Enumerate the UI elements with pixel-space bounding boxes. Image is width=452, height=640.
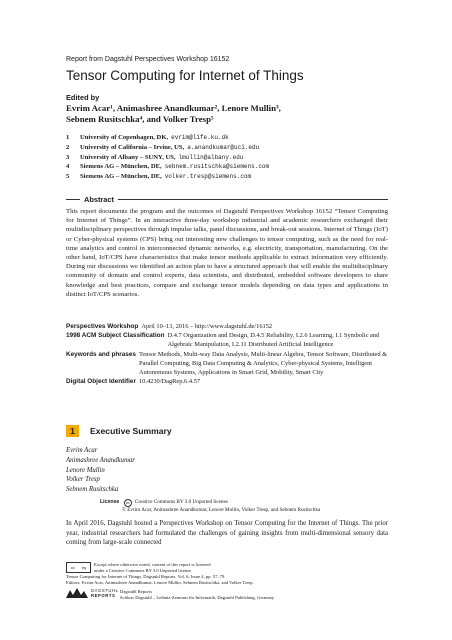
publisher-info (120, 589, 274, 601)
license-copyright: © Evrim Acar, Animashree Anandkumar, Lenore Mullin, Volker Tresp, and Sebnem Rusitschka (122, 507, 321, 513)
dagstuhl-logo-icon (66, 588, 88, 598)
section-heading (66, 425, 172, 437)
email-link[interactable]: evrim@life.ku.dk (171, 134, 229, 141)
footer-license-note: Except where otherwise noted, content of this report is licensed under a Creative Commons BY 3.0 Unported license (94, 562, 211, 573)
report-line: Report from Dagstuhl Perspectives Workshop 16152 (66, 56, 230, 63)
email-link[interactable]: lmullin@albany.edu (178, 153, 244, 161)
edited-by-label: Edited by (66, 93, 100, 102)
summary-author: Evrim Acar (66, 447, 98, 454)
metadata-row: 1998 ACM Subject Classification D.4.7 Organization and Design, D.4.5 Reliability, I.2.6 Learning, I.1 Symbolic and Algebraic Manipulation, I.2.11 Distributed Artificial Intelligence (66, 332, 380, 349)
footer-citation: Tensor Computing for Internet of Things, Dagstuhl Reports, Vol. 6, Issue 4, pp. 57–79 Editors: Evrim Acar, Animashree Anandkumar, Lenore Mullin, Sebnem Rusitschka, and Volker Tresp (66, 574, 253, 585)
editor-line-2: Sebnem Rusitschka⁴, and Volker Tresp⁵ (66, 114, 214, 124)
doi-link[interactable]: 10.4230/DagRep.6.4.57 (138, 378, 201, 386)
affiliation-item: 1 University of Copenhagen, DK, evrim@life.ku.dk (66, 134, 229, 141)
section-title: Executive Summary (90, 426, 172, 436)
summary-author: Animashree Anandkumar (66, 456, 135, 464)
affiliation-item: 5 Siemens AG – München, DE, volker.tresp@siemens.com (66, 173, 252, 181)
metadata-row: Digital Object Identifier 10.4230/DagRep.6.4.57 (66, 377, 388, 386)
page-title: Tensor Computing for Internet of Things (66, 68, 304, 83)
abstract-heading: Abstract (66, 195, 388, 204)
section-number: 1 (66, 425, 79, 437)
cc-icon: cc (124, 499, 132, 507)
affiliation-item: 2 University of California – Irvine, US, a.anandkumar@uci.edu (66, 143, 260, 151)
intro-paragraph: In April 2016, Dagstuhl hosted a Perspectives Workshop on Tensor Computing for the Internet of Things. The prior year, industrial researchers had formulated the challenges of gaining insights from multi-dimensional sensory data coming from large-scale connected (66, 520, 388, 547)
metadata-row: Perspectives Workshop April 10–13, 2016 – http://www.dagstuhl.de/16152 (66, 322, 388, 331)
email-link[interactable]: sebnem.rusitschka@siemens.com (164, 163, 270, 171)
divider (66, 199, 80, 200)
editor-list (66, 103, 396, 125)
dagstuhl-logo: DAGSTUHL REPORTS (66, 588, 119, 598)
metadata-block (66, 322, 388, 386)
affiliation-list (66, 133, 269, 182)
summary-author: Lenore Mullin (66, 466, 105, 474)
email-link[interactable]: volker.tresp@siemens.com (164, 173, 252, 181)
workshop-link[interactable]: April 10–13, 2016 – http://www.dagstuhl.de/16152 (141, 323, 273, 330)
email-link[interactable]: a.anandkumar@uci.edu (187, 143, 260, 151)
license-block (100, 499, 320, 514)
license-link[interactable]: Creative Commons BY 3.0 Unported license (134, 499, 228, 505)
metadata-row: Keywords and phrases Tensor Methods, Multi-way Data Analysis, Multi-linear Algebra, Tensor Software, Distributed & Parallel Computing, Big Data Computing & Analytics, Cyber-physical Systems, Intelligent Autonomous Systems, Applications in Smart Grid, Mobility, Smart City (66, 350, 388, 377)
license-label: License (100, 499, 120, 505)
affiliation-item: 4 Siemens AG – München, DE, sebnem.rusitschka@siemens.com (66, 163, 270, 171)
publisher-name: Dagstuhl Reports (120, 589, 153, 594)
editor-line-1: Evrim Acar¹, Animashree Anandkumar², Lenore Mullin³, (66, 103, 281, 113)
summary-author: Sebnem Rusitschka (66, 486, 119, 494)
affiliation-item: 3 University of Albany – SUNY, US, lmullin@albany.edu (66, 153, 244, 161)
abstract-text: This report documents the program and the outcomes of Dagstuhl Perspectives Workshop 16152 “Tensor Computing for Internet of Things”. In an interactive three-day workshop industrial and academic researchers exchanged their multidisciplinary perspectives through impulse talks, panel discussions, and break-out sessions. Internet of Things (IoT) or Cyber-physical systems (CPS) bring out interesting new challenges to tensor computing, such as the need for real-time analytics and control in interconnected dynamic networks, e.g. electricity, transportation, manufacturing. On the other hand, IoT/CPS have characteristics that make tensor methods applicable to extract information very efficiently. During our discussions we identified an action plan to have a structured approach that will enable the multidisciplinary community of domain and control experts, data scientists, and distributed, embedded software developers to share knowledge and best practices, compare and exchange tensor models depending on data types and applications in distinct IoT/CPS scenarios. (66, 208, 388, 298)
summary-author: Volker Tresp (66, 476, 100, 484)
footer-license-link[interactable]: under a Creative Commons BY 3.0 Unported license (94, 568, 192, 573)
summary-author-list (66, 446, 135, 495)
divider (118, 199, 388, 200)
cc-by-badge-icon: cc by (66, 562, 91, 573)
publisher-address: Schloss Dagstuhl – Leibniz-Zentrum für Informatik, Dagstuhl Publishing, Germany (120, 595, 275, 600)
